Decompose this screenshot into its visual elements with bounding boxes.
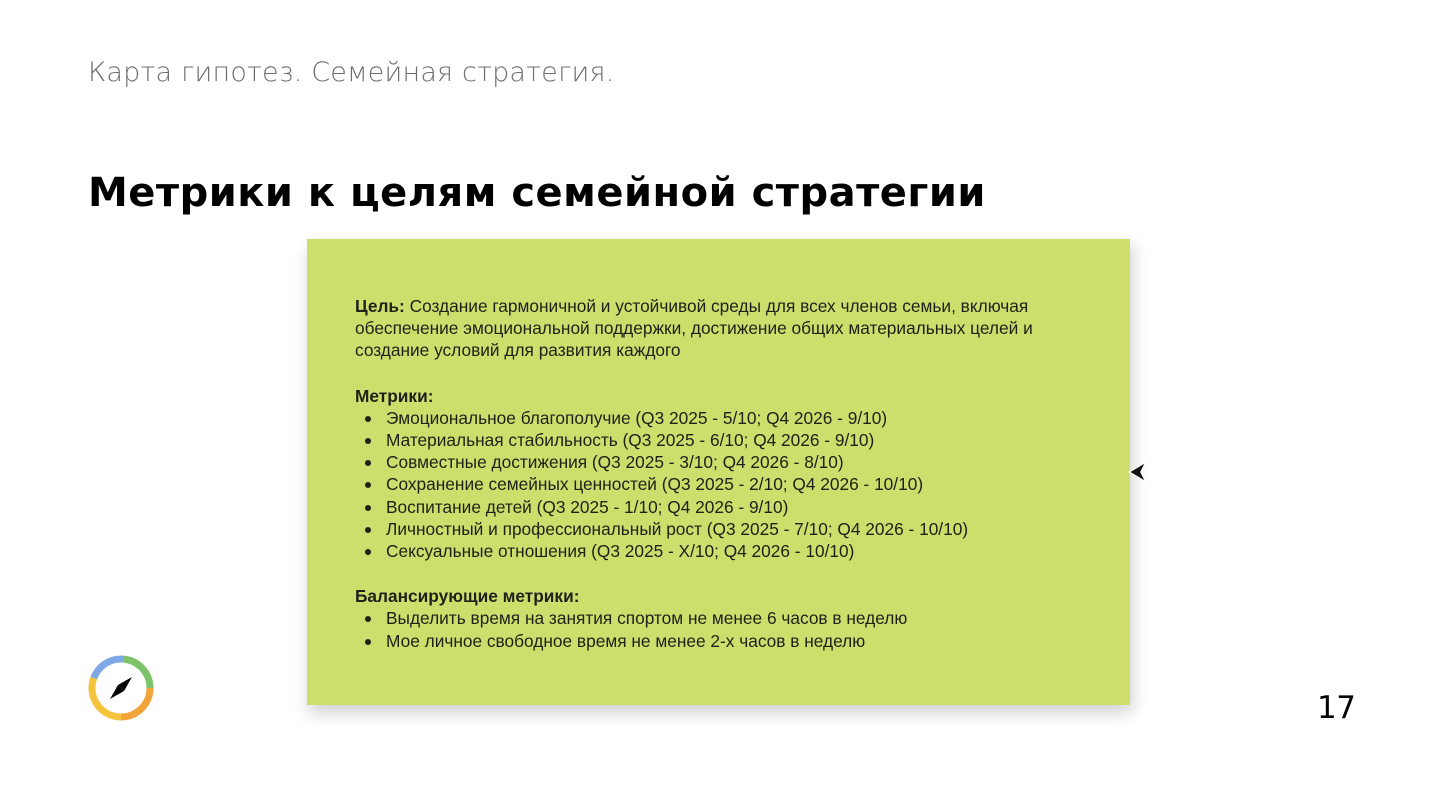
balancing-metrics-list — [355, 607, 1130, 651]
goal-label: Цель: — [355, 296, 405, 316]
metrics-label: Метрики: — [355, 385, 434, 406]
metric-item: Совместные достижения (Q3 2025 - 3/10; Q4 2026 - 8/10) — [363, 451, 1130, 473]
page-number: 17 — [1317, 690, 1356, 726]
balancing-metric-item: Выделить время на занятия спортом не менее 6 часов в неделю — [363, 607, 1130, 629]
slide-subtitle: Карта гипотез. Семейная стратегия. — [88, 57, 615, 88]
metrics-card — [307, 239, 1130, 705]
cursor-arrow-icon — [1128, 460, 1150, 484]
metric-item: Эмоциональное благополучие (Q3 2025 - 5/10; Q4 2026 - 9/10) — [363, 407, 1130, 429]
goal-text: Создание гармоничной и устойчивой среды для всех членов семьи, включая обеспечение эмоциональной поддержки, достижение общих материальных целей и создание условий для развития каждого — [355, 296, 1033, 361]
goal-paragraph — [355, 295, 1055, 362]
metric-item: Личностный и профессиональный рост (Q3 2025 - 7/10; Q4 2026 - 10/10) — [363, 518, 1130, 540]
metric-item: Сексуальные отношения (Q3 2025 - X/10; Q4 2026 - 10/10) — [363, 540, 1130, 562]
metric-item: Воспитание детей (Q3 2025 - 1/10; Q4 2026 - 9/10) — [363, 496, 1130, 518]
balancing-metrics-label: Балансирующие метрики: — [355, 586, 580, 607]
metric-item: Сохранение семейных ценностей (Q3 2025 - 2/10; Q4 2026 - 10/10) — [363, 473, 1130, 495]
balancing-metric-item: Мое личное свободное время не менее 2-х часов в неделю — [363, 630, 1130, 652]
compass-logo-icon — [88, 655, 154, 721]
slide-title: Метрики к целям семейной стратегии — [88, 170, 986, 216]
metric-item: Материальная стабильность (Q3 2025 - 6/10; Q4 2026 - 9/10) — [363, 429, 1130, 451]
metrics-list — [355, 407, 1130, 562]
